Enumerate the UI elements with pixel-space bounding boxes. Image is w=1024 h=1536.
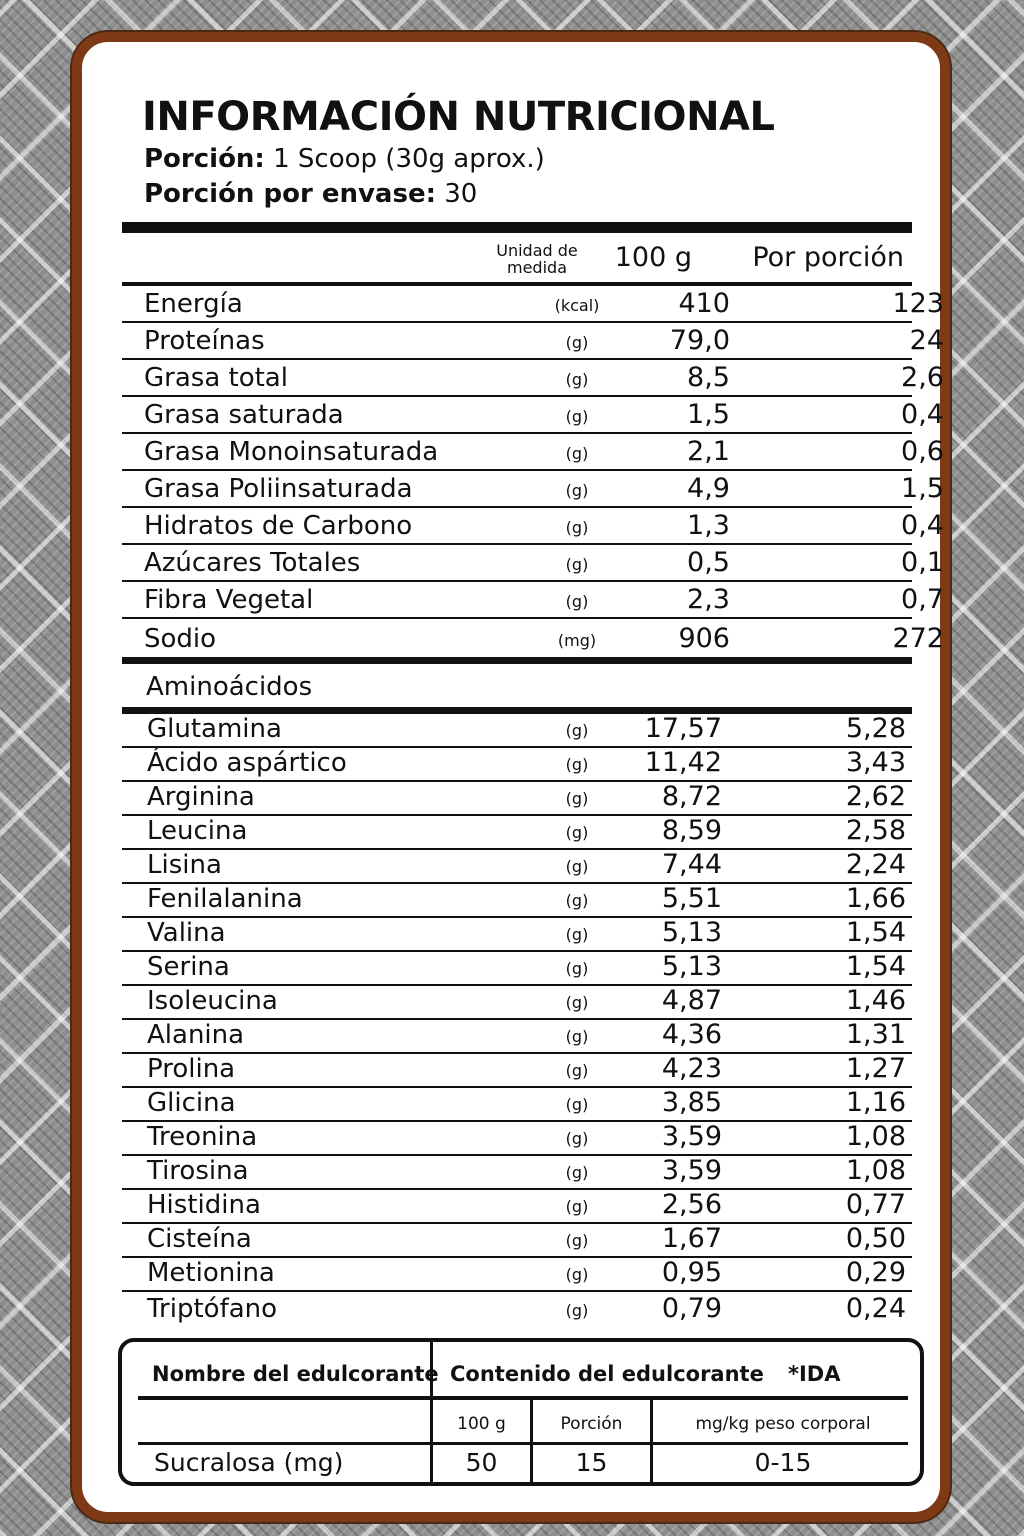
value-per-100g: 5,13 [661,951,722,982]
nutrient-unit: (g) [565,1027,589,1046]
value-per-100g: 0,95 [661,1257,722,1288]
nutrient-unit: (g) [565,1231,589,1250]
nutrient-name: Alanina [147,1020,245,1050]
amino-acid-row [122,1224,912,1258]
nutrient-unit: (g) [565,755,589,774]
sweetener-content-header: Contenido del edulcorante [450,1362,764,1386]
nutrient-name: Grasa Poliinsaturada [144,474,413,504]
nutrient-name: Glutamina [147,714,282,744]
value-per-100g: 0,79 [661,1293,722,1324]
nutrient-unit: (g) [565,721,589,740]
nutrient-unit: (g) [565,1197,589,1216]
nutrient-name: Glicina [147,1088,236,1118]
amino-acid-table [122,714,912,1326]
value-per-100g: 4,9 [687,473,730,504]
nutrient-row [122,323,944,360]
value-per-portion: 0,4 [901,510,944,541]
value-per-portion: 272 [892,623,944,654]
value-per-portion: 1,16 [845,1087,906,1118]
nutrient-name: Arginina [147,782,255,812]
nutrient-unit: (g) [565,1095,589,1114]
value-per-portion: 0,1 [901,547,944,578]
nutrient-name: Valina [147,918,226,948]
nutrient-row [122,582,944,619]
value-per-100g: 3,59 [661,1155,722,1186]
value-per-portion: 2,24 [845,849,906,880]
nutrient-name: Ácido aspártico [147,748,347,778]
amino-acid-row [122,986,912,1020]
value-per-portion: 1,31 [845,1019,906,1050]
servings-label: Porción por envase: [144,179,436,209]
nutrient-unit: (g) [565,1129,589,1148]
nutrient-row [122,619,944,656]
nutrient-row [122,360,944,397]
amino-acid-row [122,1190,912,1224]
portion-line [144,144,545,174]
nutrient-name: Sodio [144,624,217,654]
value-per-100g: 8,59 [661,815,722,846]
nutrient-unit: (g) [565,823,589,842]
nutrient-unit: (g) [565,1163,589,1182]
value-per-100g: 0,5 [687,547,730,578]
nutrient-unit: (g) [565,555,589,574]
nutrient-name: Metionina [147,1258,275,1288]
value-per-100g: 2,56 [661,1189,722,1220]
portion-column-header: Por porción [752,242,904,273]
sweetener-table [118,1338,924,1486]
amino-acid-row [122,1122,912,1156]
value-per-100g: 8,5 [687,362,730,393]
value-per-100g: 1,67 [661,1223,722,1254]
sweetener-name-header: Nombre del edulcorante [152,1362,439,1386]
nutrient-name: Azúcares Totales [144,548,361,578]
sweetener-name: Sucralosa (mg) [154,1448,344,1477]
sweetener-divider-h2 [138,1442,908,1445]
nutrient-name: Grasa saturada [144,400,344,430]
nutrient-table [122,286,944,656]
amino-acid-row [122,1020,912,1054]
nutrient-name: Isoleucina [147,986,278,1016]
value-per-portion: 1,54 [845,917,906,948]
nutrient-name: Hidratos de Carbono [144,511,413,541]
nutrient-name: Lisina [147,850,222,880]
value-per-portion: 123 [892,288,944,319]
value-per-100g: 4,36 [661,1019,722,1050]
amino-acid-row [122,884,912,918]
value-per-portion: 2,58 [845,815,906,846]
nutrient-name: Triptófano [147,1294,278,1324]
value-per-100g: 8,72 [661,781,722,812]
value-per-100g: 5,13 [661,917,722,948]
nutrient-unit: (g) [565,444,589,463]
value-per-portion: 0,24 [845,1293,906,1324]
value-per-100g: 3,85 [661,1087,722,1118]
nutrient-unit: (g) [565,1301,589,1320]
nutrient-row [122,286,944,323]
nutrient-unit: (g) [565,925,589,944]
value-per-portion: 5,28 [845,713,906,744]
value-per-portion: 24 [909,325,944,356]
nutrient-unit: (mg) [557,631,597,650]
nutrient-name: Tirosina [147,1156,249,1186]
value-per-100g: 1,5 [687,399,730,430]
nutrient-name: Histidina [147,1190,261,1220]
value-per-portion: 2,62 [845,781,906,812]
per100-column-header: 100 g [614,242,692,273]
value-per-100g: 1,3 [687,510,730,541]
value-per-portion: 0,7 [901,584,944,615]
nutrient-unit: (g) [565,592,589,611]
amino-acid-row [122,1258,912,1292]
value-per-portion: 3,43 [845,747,906,778]
value-per-100g: 3,59 [661,1121,722,1152]
amino-acid-row [122,816,912,850]
value-per-100g: 11,42 [644,747,722,778]
value-per-portion: 0,77 [845,1189,906,1220]
amino-acid-row [122,1054,912,1088]
sweetener-divider-h1 [138,1396,908,1400]
nutrient-name: Prolina [147,1054,236,1084]
amino-acid-row [122,1088,912,1122]
divider-top [122,222,912,233]
value-per-portion: 1,08 [845,1121,906,1152]
unit-column-header: Unidad de medida [496,241,578,277]
nutrient-name: Grasa Monoinsaturada [144,437,439,467]
value-per-portion: 1,54 [845,951,906,982]
portion-label: Porción: [144,144,265,174]
value-per-100g: 906 [678,623,730,654]
sweetener-ida-header: *IDA [788,1362,841,1386]
value-per-100g: 4,23 [661,1053,722,1084]
amino-acid-row [122,1156,912,1190]
nutrient-unit: (g) [565,993,589,1012]
value-per-portion: 2,6 [901,362,944,393]
value-per-portion: 0,50 [845,1223,906,1254]
nutrient-unit: (g) [565,891,589,910]
value-per-portion: 1,66 [845,883,906,914]
nutrient-unit: (g) [565,959,589,978]
value-per-portion: 1,46 [845,985,906,1016]
nutrient-unit: (g) [565,370,589,389]
divider-amino-top [122,657,912,664]
nutrient-unit: (g) [565,1061,589,1080]
amino-section-label: Aminoácidos [146,672,313,702]
value-per-100g: 17,57 [644,713,722,744]
nutrient-row [122,545,944,582]
nutrient-unit: (g) [565,857,589,876]
amino-acid-row [122,850,912,884]
servings-value: 30 [444,179,478,209]
value-per-portion: 0,29 [845,1257,906,1288]
nutrient-name: Grasa total [144,363,288,393]
nutrient-row [122,434,944,471]
sweetener-value-ida: 0-15 [754,1448,812,1477]
value-per-100g: 5,51 [661,883,722,914]
label-title: INFORMACIÓN NUTRICIONAL [142,94,775,140]
nutrient-unit: (g) [565,333,589,352]
nutrient-row [122,397,944,434]
value-per-100g: 2,1 [687,436,730,467]
nutrient-unit: (g) [565,407,589,426]
nutrient-name: Proteínas [144,326,265,356]
value-per-portion: 1,5 [901,473,944,504]
nutrient-row [122,508,944,545]
amino-acid-row [122,952,912,986]
nutrient-unit: (g) [565,518,589,537]
value-per-100g: 4,87 [661,985,722,1016]
nutrition-label-card [72,32,950,1522]
nutrient-unit: (g) [565,789,589,808]
sweetener-value-portion: 15 [575,1448,608,1477]
sweetener-sub-ida: mg/kg peso corporal [695,1414,871,1434]
value-per-portion: 0,6 [901,436,944,467]
value-per-100g: 7,44 [661,849,722,880]
value-per-portion: 1,27 [845,1053,906,1084]
value-per-100g: 410 [678,288,730,319]
nutrient-name: Fenilalanina [147,884,303,914]
nutrient-unit: (kcal) [554,296,600,315]
value-per-portion: 1,08 [845,1155,906,1186]
amino-acid-row [122,748,912,782]
sweetener-sub-portion: Porción [560,1414,623,1434]
nutrient-name: Treonina [147,1122,258,1152]
sweetener-sub-100g: 100 g [457,1414,506,1434]
portion-value: 1 Scoop (30g aprox.) [273,144,545,174]
nutrient-name: Leucina [147,816,248,846]
sweetener-value-100g: 50 [465,1448,498,1477]
value-per-portion: 0,4 [901,399,944,430]
nutrient-unit: (g) [565,481,589,500]
nutrient-row [122,471,944,508]
amino-acid-row [122,714,912,748]
amino-acid-row [122,918,912,952]
nutrient-name: Serina [147,952,230,982]
nutrient-unit: (g) [565,1265,589,1284]
nutrient-name: Cisteína [147,1224,252,1254]
value-per-100g: 2,3 [687,584,730,615]
nutrient-name: Energía [144,289,243,319]
amino-acid-row [122,782,912,816]
servings-line [144,179,477,209]
nutrient-name: Fibra Vegetal [144,585,314,615]
amino-acid-row [122,1292,912,1326]
value-per-100g: 79,0 [669,325,730,356]
